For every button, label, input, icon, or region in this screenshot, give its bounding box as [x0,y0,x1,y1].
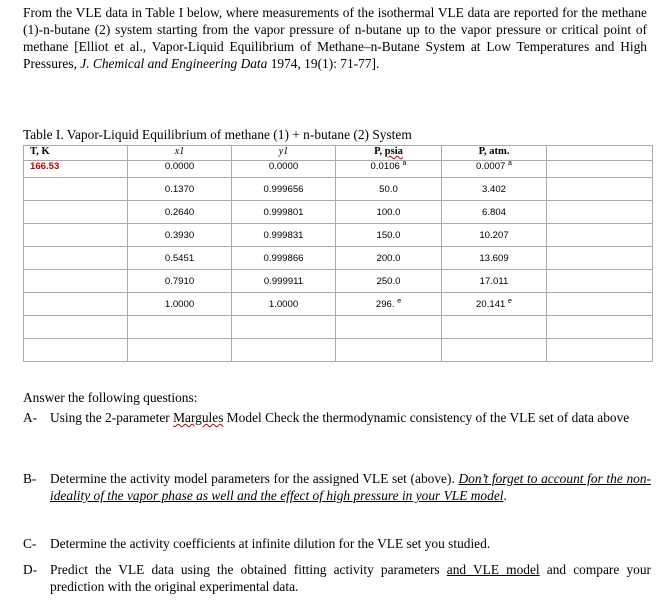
p-atm-cell: 10.207 [442,224,547,247]
empty-cell [442,339,547,362]
p-psia-cell: 296. $^e$ [336,293,442,316]
question-b-label: B- [23,471,37,486]
y1-cell: 0.0000 [232,161,336,178]
p-atm-cell: 17.011 [442,270,547,293]
intro-text: From the VLE data in Table I below, where measurements of the isothermal VLE data are reported for the methane (1)-n-butane (2) system starting from the vapor pressure of n-butane up to the vapor pressure or critical point of methane [Elliot et al., Vapor-Liquid Equilibrium of Methane–n-Butane System at Low Temperatures and High Pressures, [23,5,647,71]
empty-cell [232,316,336,339]
y1-cell: 0.999911 [232,270,336,293]
empty-cell [128,339,232,362]
p-atm-cell: 20.141 $^e$ [442,293,547,316]
question-b-end: . [503,488,507,503]
question-a [23,409,651,426]
p-psia-cell: 0.0106 $^a$ [336,161,442,178]
question-d-text: Predict the VLE data using the obtained fitting activity parameters [50,562,447,577]
header-p-atm: P, atm. [442,146,547,161]
empty-cell [547,316,653,339]
header-p-psia: P, psia [336,146,442,161]
p-psia-cell: 100.0 [336,201,442,224]
vle-table [23,145,653,362]
question-d [23,561,651,595]
table-row [24,161,653,178]
empty-cell [24,316,128,339]
table-row [24,178,653,201]
temperature-cell [24,247,128,270]
p-atm-cell: 6.804 [442,201,547,224]
x1-cell: 0.5451 [128,247,232,270]
question-b-emphasis: Don’t forget to account for the non-ideality of the vapor phase as well and the effect of high pressure in your VLE model [50,471,651,503]
empty-cell [547,293,653,316]
question-a-label: A- [23,410,38,425]
table-row [24,201,653,224]
empty-cell [336,316,442,339]
empty-cell [442,316,547,339]
table-row [24,247,653,270]
empty-cell [547,178,653,201]
temperature-cell: 166.53 [24,161,128,178]
footnote-mark: a [508,159,512,167]
footnote-mark: a [402,159,407,167]
question-c-label: C- [23,536,37,551]
y1-cell: 0.999866 [232,247,336,270]
x1-cell: 0.7910 [128,270,232,293]
table-row [24,270,653,293]
question-a-text-end: Model Check the thermodynamic consistency of the VLE set of data above [223,410,630,425]
margules-term: Margules [173,410,224,425]
table-caption: Table I. Vapor-Liquid Equilibrium of methane (1) + n-butane (2) System [23,127,412,142]
journal-name: J. Chemical and Engineering Data [80,56,268,71]
question-d-end: and compare your prediction with the original experimental data. [50,562,651,594]
table-row-empty [24,316,653,339]
x1-cell: 0.2640 [128,201,232,224]
header-empty [547,146,653,161]
table-row [24,293,653,316]
footnote-mark: e [508,297,512,305]
question-c [23,535,651,552]
empty-cell [547,247,653,270]
empty-cell [547,224,653,247]
p-atm-cell: 3.402 [442,178,547,201]
empty-cell [232,339,336,362]
question-b [23,470,651,504]
empty-cell [547,161,653,178]
table-row-empty [24,339,653,362]
question-d-emphasis: and VLE model [446,562,540,577]
y1-cell: 1.0000 [232,293,336,316]
x1-cell: 0.0000 [128,161,232,178]
y1-cell: 0.999801 [232,201,336,224]
question-c-text: Determine the activity coefficients at infinite dilution for the VLE set you studied. [50,536,491,551]
temperature-cell [24,270,128,293]
empty-cell [547,270,653,293]
x1-cell: 1.0000 [128,293,232,316]
header-temperature: T, K [24,146,128,161]
p-atm-cell: 13.609 [442,247,547,270]
question-a-text: Using the 2-parameter [50,410,174,425]
empty-cell [547,339,653,362]
p-atm-cell: 0.0007 $^a$ [442,161,547,178]
empty-cell [336,339,442,362]
temperature-cell [24,201,128,224]
table-header-row [24,146,653,161]
y1-cell: 0.999656 [232,178,336,201]
p-psia-cell: 250.0 [336,270,442,293]
header-y1: y1 [232,146,336,161]
question-d-label: D- [23,562,38,577]
intro-citation: 1974, 19(1): 71-77]. [267,56,380,71]
x1-cell: 0.1370 [128,178,232,201]
empty-cell [547,201,653,224]
empty-cell [24,339,128,362]
intro-paragraph [23,4,647,72]
header-x1: x1 [128,146,232,161]
table-row [24,224,653,247]
temperature-cell [24,178,128,201]
temperature-cell [24,293,128,316]
question-b-text: Determine the activity model parameters for the assigned VLE set (above). [50,471,459,486]
footnote-mark: e [397,297,402,305]
p-psia-cell: 200.0 [336,247,442,270]
x1-cell: 0.3930 [128,224,232,247]
p-psia-cell: 50.0 [336,178,442,201]
y1-cell: 0.999831 [232,224,336,247]
questions-heading: Answer the following questions: [23,390,198,405]
empty-cell [128,316,232,339]
p-psia-cell: 150.0 [336,224,442,247]
temperature-cell [24,224,128,247]
